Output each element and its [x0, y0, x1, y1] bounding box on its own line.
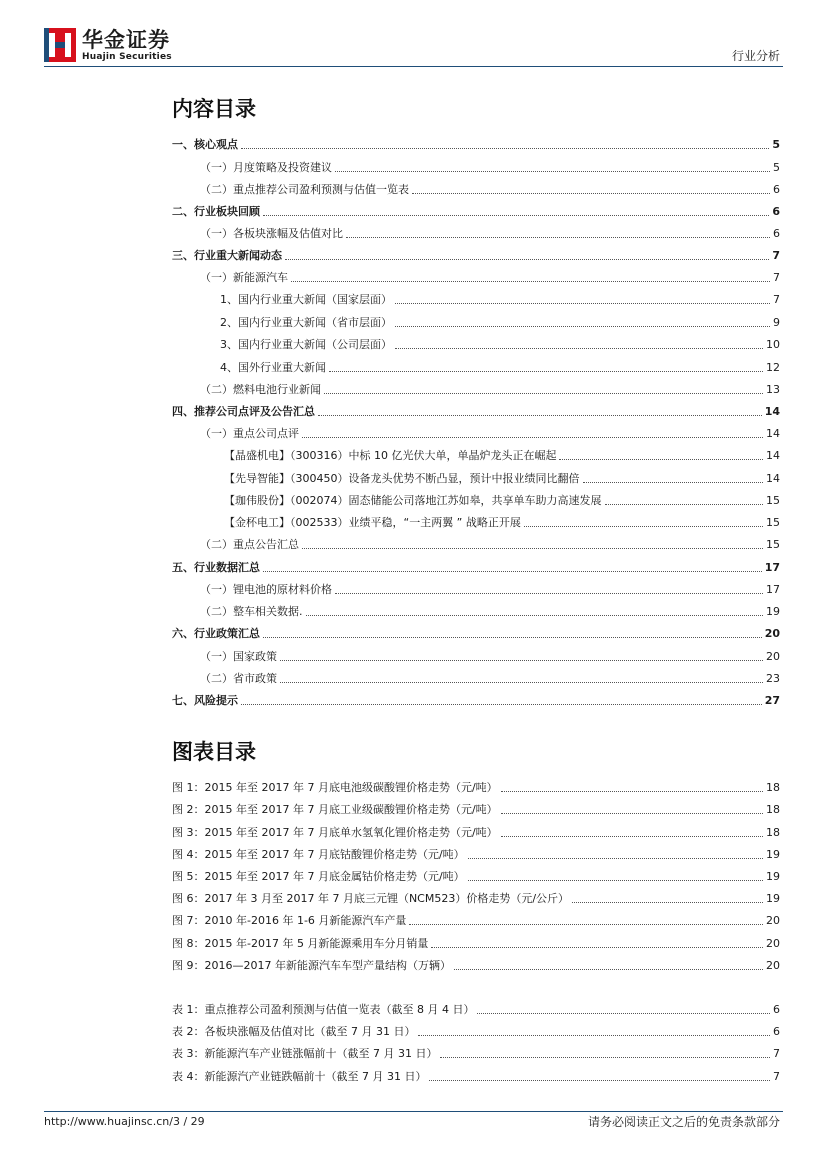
toc-entry-page: 15: [766, 494, 780, 507]
dot-leader: [395, 303, 770, 304]
dot-leader: [329, 371, 763, 372]
dot-leader: [583, 482, 764, 483]
toc-entry-page: 15: [766, 516, 780, 529]
toc-entry-text: 六、行业政策汇总: [172, 627, 260, 640]
toc-entry-text: 【珈伟股份】（002074）固态储能公司落地江苏如皋，共享单车助力高速发展: [224, 494, 602, 507]
huajin-logo-icon: [44, 28, 76, 62]
figure-entry-page: 18: [766, 803, 780, 816]
toc-entry-text: 3、国内行业重大新闻（公司层面）: [220, 338, 392, 351]
figure-entry-text: 图 8：2015 年-2017 年 5 月新能源乘用车分月销量: [172, 937, 429, 950]
toc-heading: 内容目录: [172, 97, 256, 121]
toc-entry-page: 14: [766, 472, 780, 485]
toc-entry[interactable]: [172, 670, 780, 686]
toc-entry-page: 6: [773, 227, 780, 240]
table-entry-page: 6: [773, 1025, 780, 1038]
table-entry[interactable]: [172, 1001, 780, 1017]
dot-leader: [409, 924, 763, 925]
dot-leader: [241, 704, 762, 705]
dot-leader: [285, 259, 769, 260]
dot-leader: [468, 858, 763, 859]
toc-entry-page: 6: [772, 205, 780, 218]
report-type-label: 行业分析: [731, 49, 780, 63]
dot-leader: [335, 171, 770, 172]
figure-entry-text: 图 5：2015 年至 2017 年 7 月底金属钴价格走势（元/吨）: [172, 870, 465, 883]
toc-entry-page: 9: [773, 316, 780, 329]
dot-leader: [263, 571, 762, 572]
table-entry-page: 7: [773, 1070, 780, 1083]
dot-leader: [318, 415, 762, 416]
dot-leader: [263, 637, 762, 638]
toc-entry-text: 1、国内行业重大新闻（国家层面）: [220, 293, 392, 306]
figure-entry-page: 19: [766, 892, 780, 905]
toc-entry-text: （二）省市政策: [200, 672, 277, 685]
figures-heading: 图表目录: [172, 740, 256, 764]
toc-entry-text: 七、风险提示: [172, 694, 238, 707]
toc-entry-page: 7: [772, 249, 780, 262]
toc-entry[interactable]: [172, 403, 780, 419]
toc-entry-page: 6: [773, 183, 780, 196]
toc-entry[interactable]: [172, 136, 780, 152]
toc-entry-text: 【金杯电工】（002533）业绩平稳，“一主两翼 ” 战略正开展: [224, 516, 521, 529]
page-header: [0, 0, 827, 70]
toc-entry[interactable]: [172, 247, 780, 263]
toc-entry[interactable]: [172, 603, 780, 619]
toc-entry[interactable]: [172, 514, 780, 530]
figure-entry[interactable]: [172, 912, 780, 928]
toc-entry[interactable]: [172, 291, 780, 307]
toc-entry[interactable]: [172, 692, 780, 708]
dot-leader: [501, 791, 763, 792]
toc-entry[interactable]: [172, 381, 780, 397]
figure-entry-text: 图 6：2017 年 3 月至 2017 年 7 月底三元锂（NCM523）价格走势（元/公斤）: [172, 892, 570, 905]
toc-entry-page: 15: [766, 538, 780, 551]
toc-entry-page: 10: [766, 338, 780, 351]
figure-entry-page: 20: [766, 959, 780, 972]
toc-entry-page: 20: [766, 650, 780, 663]
footer-disclaimer: 请务必阅读正文之后的免责条款部分: [587, 1115, 780, 1129]
toc-entry-page: 14: [764, 405, 780, 418]
toc-entry[interactable]: [172, 492, 780, 508]
toc-entry[interactable]: [172, 336, 780, 352]
toc-entry-text: （一）国家政策: [200, 650, 277, 663]
toc-entry-text: 【晶盛机电】（300316）中标 10 亿光伏大单，单晶炉龙头正在崛起: [224, 449, 557, 462]
toc-entry[interactable]: [172, 447, 780, 463]
dot-leader: [324, 393, 763, 394]
toc-entry[interactable]: [172, 159, 780, 175]
toc-entry-text: （一）月度策略及投资建议: [200, 161, 332, 174]
dot-leader: [524, 526, 763, 527]
toc-entry[interactable]: [172, 359, 780, 375]
dot-leader: [263, 215, 769, 216]
logo-text-en: Huajin Securities: [82, 52, 172, 62]
figure-entry[interactable]: [172, 868, 780, 884]
toc-entry-text: 【先导智能】（300450）设备龙头优势不断凸显，预计中报业绩同比翻倍: [224, 472, 580, 485]
dot-leader: [302, 437, 763, 438]
dot-leader: [335, 593, 763, 594]
figure-entry-text: 图 4：2015 年至 2017 年 7 月底钴酸锂价格走势（元/吨）: [172, 848, 465, 861]
toc-entry-text: （二）燃料电池行业新闻: [200, 383, 321, 396]
figure-entry-page: 19: [766, 870, 780, 883]
footer-url-link[interactable]: http://www.huajinsc.cn/3 / 29: [44, 1115, 205, 1128]
toc-entry-text: 五、行业数据汇总: [172, 561, 260, 574]
toc-entry[interactable]: [172, 425, 780, 441]
dot-leader: [395, 348, 763, 349]
toc-entry-text: （一）各板块涨幅及估值对比: [200, 227, 343, 240]
dot-leader: [501, 813, 763, 814]
toc-entry[interactable]: [172, 225, 780, 241]
figure-entry-page: 18: [766, 826, 780, 839]
toc-entry[interactable]: [172, 581, 780, 597]
toc-entry-page: 13: [766, 383, 780, 396]
toc-entry-text: 二、行业板块回顾: [172, 205, 260, 218]
table-entry-page: 7: [773, 1047, 780, 1060]
toc-entry[interactable]: [172, 203, 780, 219]
dot-leader: [429, 1080, 770, 1081]
table-entry-text: 表 2：各板块涨幅及估值对比（截至 7 月 31 日）: [172, 1025, 416, 1038]
dot-leader: [431, 947, 763, 948]
toc-entry-text: 三、行业重大新闻动态: [172, 249, 282, 262]
figure-entry-page: 18: [766, 781, 780, 794]
toc-entry-text: （二）重点推荐公司盈利预测与估值一览表: [200, 183, 409, 196]
toc-entry-text: （一）新能源汽车: [200, 271, 288, 284]
figure-entry[interactable]: [172, 935, 780, 951]
figure-entry-page: 19: [766, 848, 780, 861]
dot-leader: [418, 1035, 770, 1036]
table-entry[interactable]: [172, 1023, 780, 1039]
toc-entry-text: 4、国外行业重大新闻: [220, 361, 326, 374]
dot-leader: [468, 880, 763, 881]
dot-leader: [572, 902, 763, 903]
toc-entry-page: 27: [764, 694, 780, 707]
figure-entry-text: 图 3：2015 年至 2017 年 7 月底单水氢氧化锂价格走势（元/吨）: [172, 826, 498, 839]
figure-entry-page: 20: [766, 937, 780, 950]
dot-leader: [306, 615, 764, 616]
dot-leader: [454, 969, 763, 970]
table-entry[interactable]: [172, 1045, 780, 1061]
toc-entry-page: 5: [772, 138, 780, 151]
dot-leader: [395, 326, 770, 327]
dot-leader: [477, 1013, 770, 1014]
dot-leader: [346, 237, 770, 238]
toc-entry[interactable]: [172, 314, 780, 330]
toc-entry-page: 23: [766, 672, 780, 685]
dot-leader: [559, 459, 763, 460]
figure-entry[interactable]: [172, 824, 780, 840]
toc-entry-text: 四、推荐公司点评及公告汇总: [172, 405, 315, 418]
toc-entry-page: 17: [766, 583, 780, 596]
dot-leader: [280, 660, 763, 661]
toc-entry-text: （一）重点公司点评: [200, 427, 299, 440]
figure-entry[interactable]: [172, 779, 780, 795]
table-entry-text: 表 1：重点推荐公司盈利预测与估值一览表（截至 8 月 4 日）: [172, 1003, 475, 1016]
footer-divider: [44, 1111, 783, 1112]
company-logo[interactable]: [44, 28, 176, 62]
figure-entry-text: 图 1：2015 年至 2017 年 7 月底电池级碳酸锂价格走势（元/吨）: [172, 781, 498, 794]
figure-entry-text: 图 2：2015 年至 2017 年 7 月底工业级碳酸锂价格走势（元/吨）: [172, 803, 498, 816]
dot-leader: [605, 504, 764, 505]
dot-leader: [440, 1057, 770, 1058]
toc-entry-page: 7: [773, 271, 780, 284]
figure-entry[interactable]: [172, 801, 780, 817]
figure-entry[interactable]: [172, 957, 780, 973]
dot-leader: [241, 148, 769, 149]
table-entry[interactable]: [172, 1068, 780, 1084]
table-entry-text: 表 4：新能源汽产业链跌幅前十（截至 7 月 31 日）: [172, 1070, 427, 1083]
toc-entry-page: 5: [773, 161, 780, 174]
dot-leader: [412, 193, 770, 194]
toc-entry-page: 19: [766, 605, 780, 618]
dot-leader: [291, 281, 770, 282]
header-divider: [44, 66, 783, 67]
dot-leader: [501, 836, 763, 837]
figure-entry-page: 20: [766, 914, 780, 927]
toc-entry[interactable]: [172, 559, 780, 575]
toc-entry[interactable]: [172, 269, 780, 285]
toc-entry[interactable]: [172, 648, 780, 664]
table-entry-page: 6: [773, 1003, 780, 1016]
toc-entry-text: （二）整车相关数据.: [200, 605, 303, 618]
toc-entry[interactable]: [172, 470, 780, 486]
toc-entry-page: 12: [766, 361, 780, 374]
table-entry-text: 表 3：新能源汽车产业链涨幅前十（截至 7 月 31 日）: [172, 1047, 438, 1060]
figure-entry[interactable]: [172, 846, 780, 862]
toc-entry-text: （一）锂电池的原材料价格: [200, 583, 332, 596]
toc-entry-text: （二）重点公告汇总: [200, 538, 299, 551]
toc-entry-page: 14: [766, 449, 780, 462]
toc-entry-page: 7: [773, 293, 780, 306]
toc-entry-text: 2、国内行业重大新闻（省市层面）: [220, 316, 392, 329]
toc-entry-text: 一、核心观点: [172, 138, 238, 151]
toc-entry-page: 20: [764, 627, 780, 640]
logo-text-cn: 华金证券: [82, 28, 170, 52]
figure-entry-text: 图 9：2016—2017 年新能源汽车车型产量结构（万辆）: [172, 959, 451, 972]
toc-entry-page: 14: [766, 427, 780, 440]
toc-entry-page: 17: [764, 561, 780, 574]
toc-entry[interactable]: [172, 536, 780, 552]
figure-entry-text: 图 7：2010 年-2016 年 1-6 月新能源汽车产量: [172, 914, 407, 927]
toc-entry[interactable]: [172, 181, 780, 197]
toc-entry[interactable]: [172, 625, 780, 641]
dot-leader: [280, 682, 763, 683]
figure-entry[interactable]: [172, 890, 780, 906]
dot-leader: [302, 548, 763, 549]
